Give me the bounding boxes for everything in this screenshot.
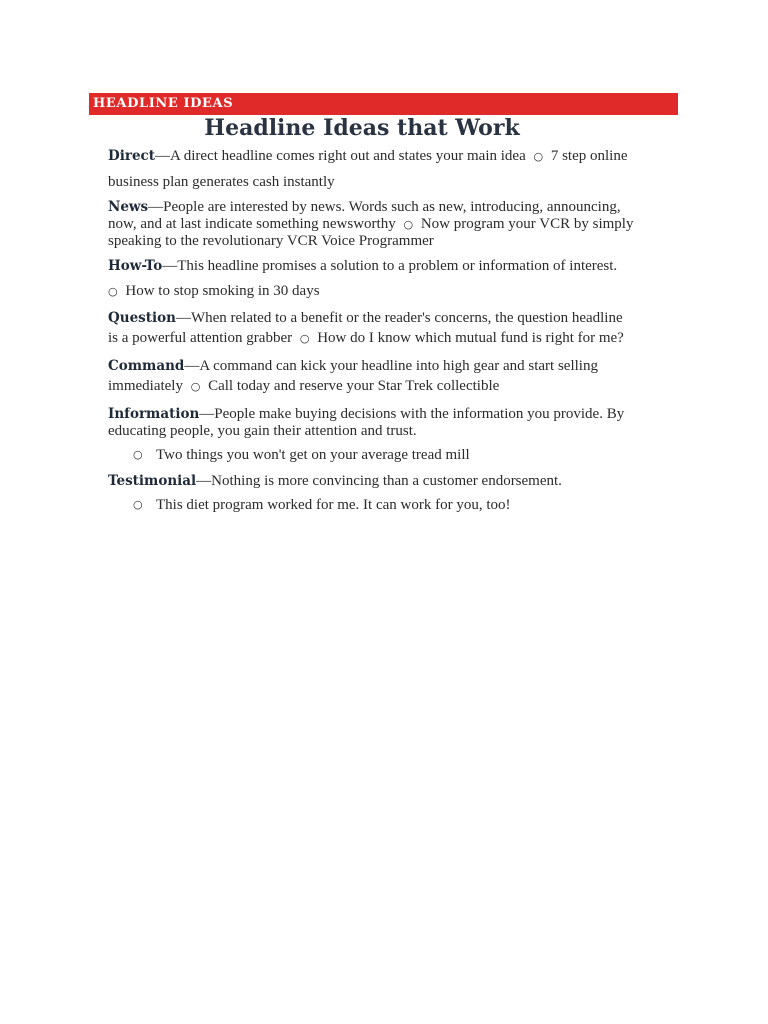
- information-dash: —: [199, 406, 215, 422]
- command-line-1: [108, 357, 598, 375]
- howto-description: This headline promises a solution to a problem or information of interest.: [177, 258, 618, 274]
- information-example: Two things you won't get on your average tread mill: [156, 447, 470, 463]
- question-description-cont: is a powerful attention grabber: [108, 330, 293, 346]
- news-dash: —: [148, 199, 164, 215]
- direct-term: Direct: [108, 148, 155, 164]
- bullet-icon: ○: [190, 380, 201, 393]
- howto-line-2: [108, 282, 320, 301]
- question-dash: —: [175, 310, 191, 326]
- question-example: How do I know which mutual fund is right for me?: [317, 330, 624, 346]
- command-line-2: [108, 377, 499, 396]
- command-example: Call today and reserve your Star Trek collectible: [208, 378, 500, 394]
- testimonial-description: Nothing is more convincing than a customer endorsement.: [211, 473, 562, 489]
- command-description-cont: immediately: [108, 378, 183, 394]
- question-line-2: [108, 329, 624, 348]
- question-description: When related to a benefit or the reader's concerns, the question headline: [190, 310, 623, 326]
- bullet-icon: ○: [108, 285, 118, 298]
- news-example-cont: speaking to the revolutionary VCR Voice Programmer: [108, 233, 434, 249]
- bullet-icon: ○: [133, 448, 143, 461]
- news-term: News: [108, 199, 149, 215]
- section-banner-label: HEADLINE IDEAS: [93, 96, 234, 111]
- testimonial-dash: —: [196, 473, 212, 489]
- direct-dash: —: [155, 148, 170, 164]
- news-example: Now program your VCR by simply: [420, 216, 634, 232]
- direct-example-cont: business plan generates cash instantly: [108, 174, 335, 190]
- information-line-1: [108, 405, 624, 423]
- news-description-cont: now, and at last indicate something newsworthy: [108, 216, 396, 232]
- direct-line-1: [108, 147, 628, 166]
- bullet-icon: ○: [299, 332, 310, 345]
- testimonial-line-1: [108, 472, 562, 490]
- bullet-icon: ○: [403, 218, 414, 231]
- news-line-3: [108, 232, 434, 250]
- information-example-item: [133, 446, 633, 464]
- bullet-icon: ○: [533, 150, 544, 163]
- direct-description: A direct headline comes right out and states your main idea: [170, 148, 526, 164]
- testimonial-term: Testimonial: [108, 473, 197, 489]
- command-dash: —: [184, 358, 200, 374]
- howto-dash: —: [162, 258, 178, 274]
- information-line-2: [108, 422, 417, 440]
- command-description: A command can kick your headline into high gear and start selling: [199, 358, 598, 374]
- information-description-cont: educating people, you gain their attention and trust.: [108, 423, 417, 439]
- howto-example: How to stop smoking in 30 days: [125, 283, 320, 299]
- command-term: Command: [108, 358, 185, 374]
- testimonial-example-item: [133, 496, 633, 514]
- question-line-1: [108, 309, 623, 327]
- information-description: People make buying decisions with the information you provide. By: [214, 406, 625, 422]
- headline-types-list: [108, 0, 655, 560]
- direct-example: 7 step online: [550, 148, 628, 164]
- howto-term: How-To: [108, 258, 163, 274]
- direct-line-2: [108, 173, 335, 191]
- information-term: Information: [108, 406, 200, 422]
- testimonial-example: This diet program worked for me. It can work for you, too!: [156, 497, 511, 513]
- news-description: People are interested by news. Words such as new, introducing, announcing,: [163, 199, 621, 215]
- page-title: Headline Ideas that Work: [204, 115, 520, 141]
- bullet-icon: ○: [133, 498, 143, 511]
- question-term: Question: [108, 310, 176, 326]
- news-line-1: [108, 198, 621, 216]
- howto-line-1: [108, 257, 617, 275]
